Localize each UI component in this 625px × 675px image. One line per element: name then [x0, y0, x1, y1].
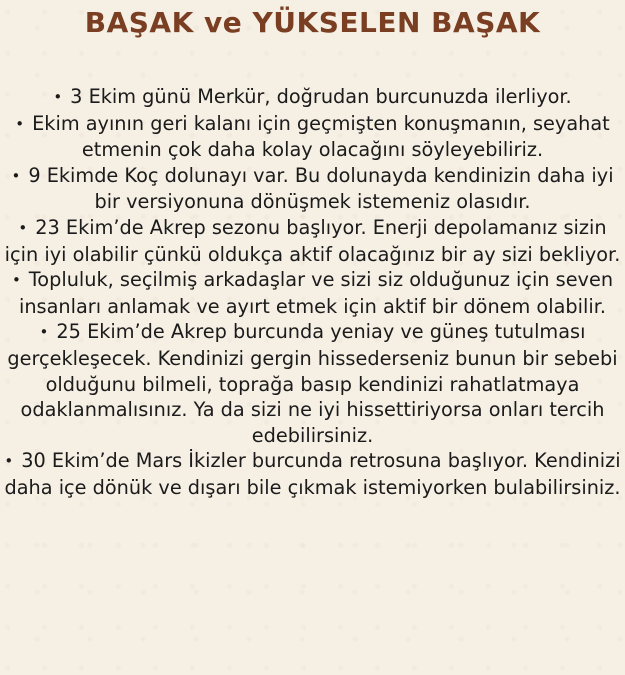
- list-item-text: 25 Ekim’de Akrep burcunda yeniay ve güneş tutulması gerçekleşecek. Kendinizi gergin hissederseniz bunun bir sebebi olduğunu bilmeli, toprağa basıp kendinizi rahatlatmaya odaklanmalısınız. Ya da sizi ne iyi hissettiriyorsa onları tercih edebilirsiniz.: [7, 320, 618, 447]
- list-item: [4, 111, 621, 163]
- bullet-icon: •: [15, 114, 25, 133]
- list-item-text: 3 Ekim günü Merkür, doğrudan burcunuzda ilerliyor.: [70, 85, 572, 108]
- bullet-icon: •: [11, 271, 21, 290]
- list-item-text: Topluluk, seçilmiş arkadaşlar ve sizi siz olduğunuz için seven insanları anlamak ve ayırt etmek için aktif bir dönem olabilir.: [18, 268, 614, 318]
- list-item: [4, 215, 621, 267]
- list-item-text: 23 Ekim’de Akrep sezonu başlıyor. Enerji depolamanız sizin için iyi olabilir çünkü oldukça aktif olacağınız bir ay sizi bekliyor.: [4, 215, 621, 266]
- list-item-text: 30 Ekim’de Mars İkizler burcunda retrosuna başlıyor. Kendinizi daha içe dönük ve dışarı bile çıkmak istemiyorken bulabilirsiniz.: [4, 449, 621, 499]
- bullet-icon: •: [18, 218, 28, 237]
- list-item: [4, 84, 621, 111]
- page-title: BAŞAK ve YÜKSELEN BAŞAK: [84, 6, 541, 39]
- list-item-text: 9 Ekimde Koç dolunayı var. Bu dolunayda kendinizin daha iyi bir versiyonuna dönüşmek istemeniz olasıdır.: [28, 163, 614, 214]
- list-item: [4, 163, 621, 215]
- list-item-text: Ekim ayının geri kalanı için geçmişten konuşmanın, seyahat etmenin çok daha kolay olacağını söyleyebiliriz.: [32, 111, 610, 162]
- bullet-list: [4, 84, 621, 501]
- bullet-icon: •: [39, 323, 49, 342]
- list-item: [4, 267, 621, 319]
- bullet-icon: •: [4, 452, 14, 471]
- list-item: [4, 319, 621, 448]
- bullet-icon: •: [11, 166, 21, 185]
- bullet-icon: •: [53, 88, 63, 106]
- list-item: [4, 448, 621, 500]
